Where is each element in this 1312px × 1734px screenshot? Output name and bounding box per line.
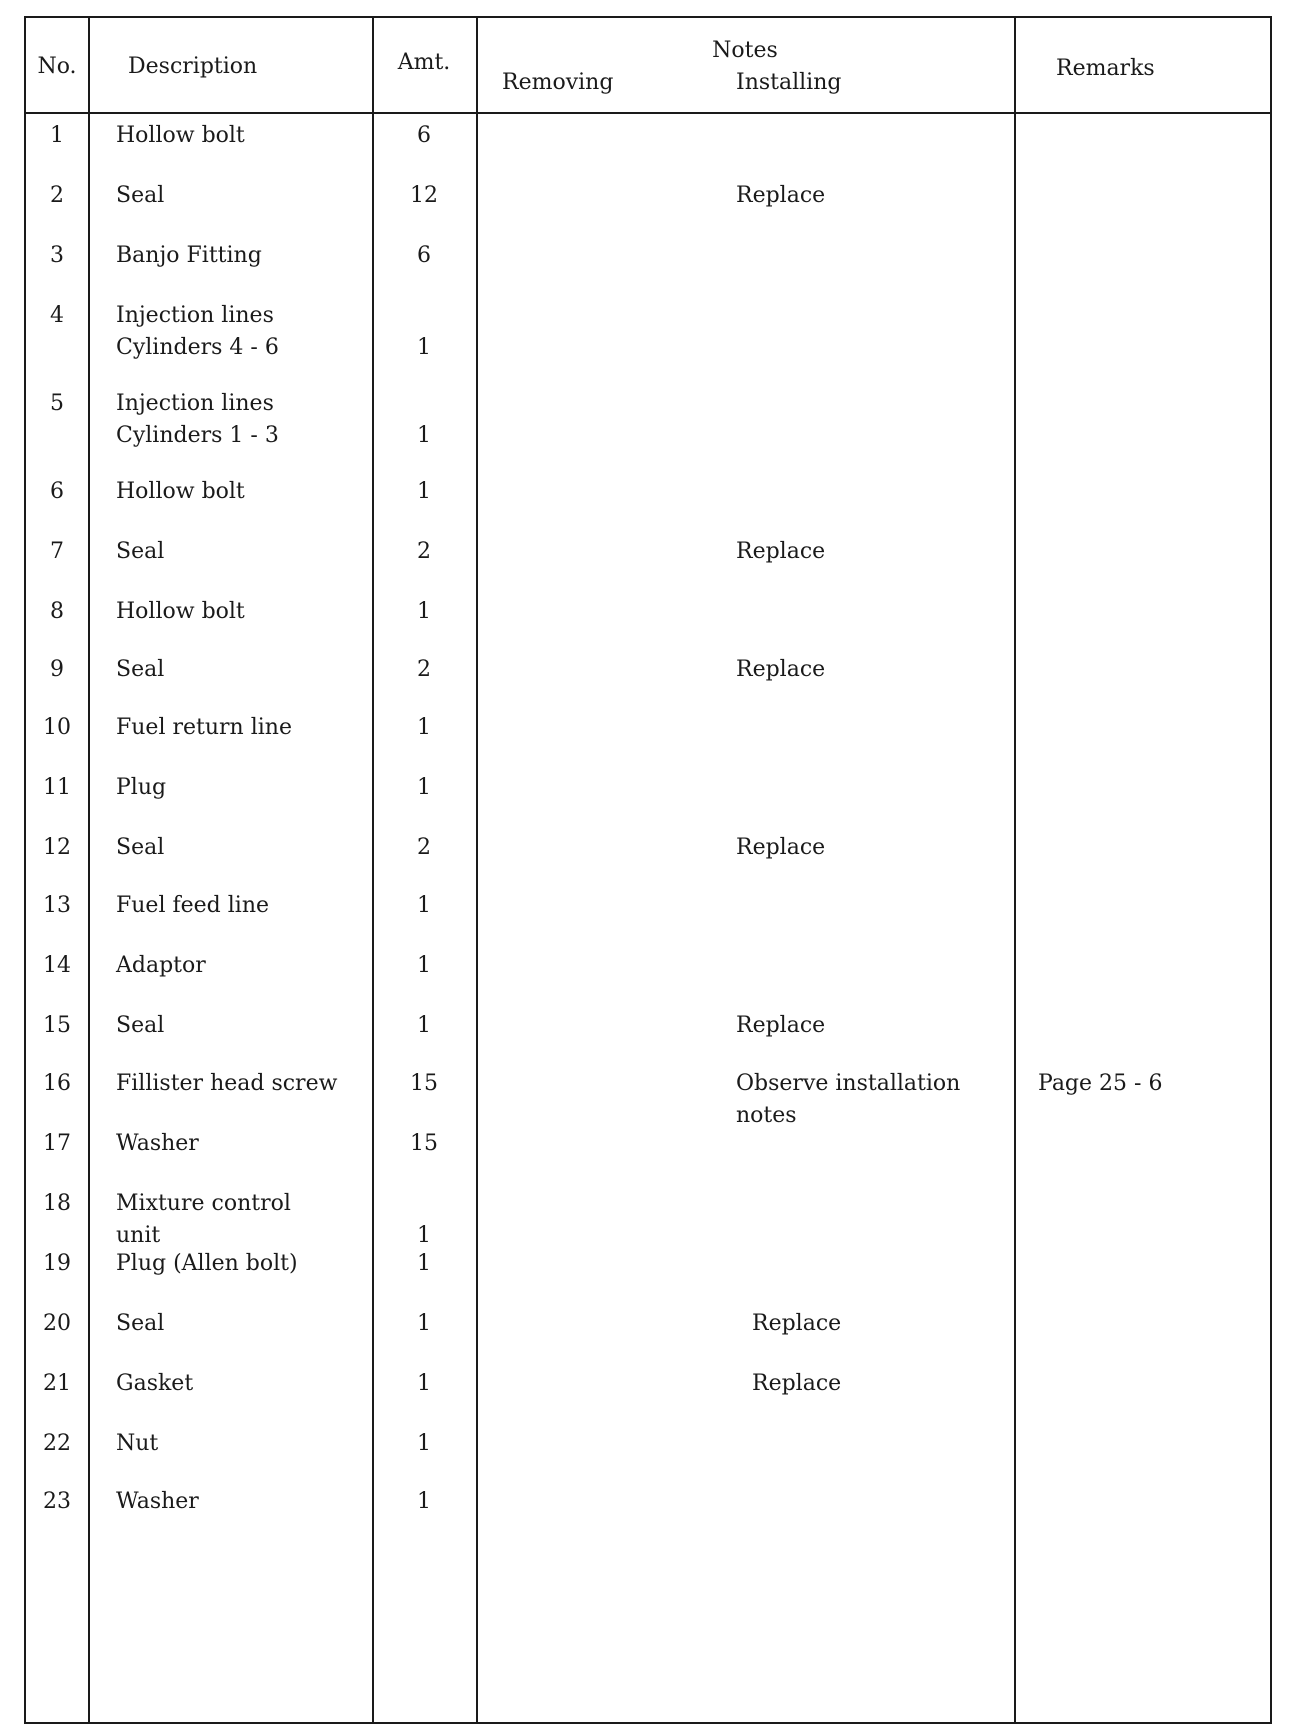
cell-installing-note bbox=[752, 1368, 841, 1400]
header-notes: Notes bbox=[712, 38, 778, 63]
cell-amount: 2 bbox=[417, 657, 431, 682]
cell-no: 19 bbox=[43, 1251, 71, 1276]
description-line: Plug (Allen bolt) bbox=[116, 1251, 298, 1276]
cell-description bbox=[116, 1188, 291, 1252]
cell-amount: 12 bbox=[410, 183, 438, 208]
cell-no: 1 bbox=[50, 123, 64, 148]
installing-note-line: Replace bbox=[736, 835, 826, 860]
installing-note-line: Replace bbox=[736, 1013, 826, 1038]
cell-amount: 1 bbox=[417, 1489, 431, 1514]
cell-no: 22 bbox=[43, 1431, 71, 1456]
cell-description bbox=[116, 1368, 193, 1400]
col-divider-notes bbox=[1014, 18, 1016, 1722]
cell-description bbox=[116, 300, 279, 364]
cell-amount: 2 bbox=[417, 835, 431, 860]
installing-note-line: Replace bbox=[752, 1311, 842, 1336]
description-line: Fillister head screw bbox=[116, 1071, 338, 1096]
description-line: Gasket bbox=[116, 1371, 194, 1396]
cell-installing-note bbox=[736, 654, 825, 686]
description-line: Plug bbox=[116, 775, 167, 800]
cell-no: 16 bbox=[43, 1071, 71, 1096]
cell-amount: 15 bbox=[410, 1131, 438, 1156]
installing-note-line: Replace bbox=[736, 657, 826, 682]
col-divider-amount bbox=[476, 18, 478, 1722]
installing-note-line: notes bbox=[736, 1103, 797, 1128]
cell-amount: 1 bbox=[417, 335, 431, 360]
cell-description bbox=[116, 890, 269, 922]
description-line: Seal bbox=[116, 657, 165, 682]
parts-table bbox=[24, 16, 1272, 1724]
cell-description bbox=[116, 1010, 164, 1042]
cell-amount: 1 bbox=[417, 479, 431, 504]
cell-no: 23 bbox=[43, 1489, 71, 1514]
col-divider-no bbox=[88, 18, 90, 1722]
cell-description bbox=[116, 654, 164, 686]
cell-description bbox=[116, 1428, 158, 1460]
cell-description bbox=[116, 240, 262, 272]
header-description: Description bbox=[128, 54, 258, 79]
cell-amount: 6 bbox=[417, 243, 431, 268]
header-removing: Removing bbox=[502, 70, 614, 95]
cell-no: 3 bbox=[50, 243, 64, 268]
header-no: No. bbox=[37, 54, 77, 79]
cell-no: 6 bbox=[50, 479, 64, 504]
cell-no: 11 bbox=[43, 775, 71, 800]
cell-no: 5 bbox=[50, 391, 64, 416]
description-line: Seal bbox=[116, 1013, 165, 1038]
header-amount: Amt. bbox=[397, 50, 451, 75]
cell-no: 15 bbox=[43, 1013, 71, 1038]
cell-description bbox=[116, 596, 245, 628]
cell-no: 8 bbox=[50, 599, 64, 624]
cell-no: 4 bbox=[50, 303, 64, 328]
description-line: Washer bbox=[116, 1489, 199, 1514]
cell-description bbox=[116, 772, 166, 804]
cell-no: 10 bbox=[43, 715, 71, 740]
description-line: Washer bbox=[116, 1131, 199, 1156]
cell-installing-note bbox=[736, 832, 825, 864]
cell-amount: 2 bbox=[417, 539, 431, 564]
cell-amount: 1 bbox=[417, 1223, 431, 1248]
cell-amount: 1 bbox=[417, 1431, 431, 1456]
description-line: Seal bbox=[116, 539, 165, 564]
description-line: Mixture control bbox=[116, 1191, 291, 1216]
cell-no: 7 bbox=[50, 539, 64, 564]
description-line: Seal bbox=[116, 1311, 165, 1336]
description-line: Banjo Fitting bbox=[116, 243, 262, 268]
header-divider bbox=[26, 112, 1270, 114]
cell-amount: 1 bbox=[417, 775, 431, 800]
cell-installing-note bbox=[736, 1068, 960, 1132]
cell-description bbox=[116, 180, 164, 212]
cell-description bbox=[116, 950, 206, 982]
cell-no: 18 bbox=[43, 1191, 71, 1216]
cell-amount: 1 bbox=[417, 423, 431, 448]
cell-description bbox=[116, 1486, 199, 1518]
cell-description bbox=[116, 1068, 337, 1100]
description-line: Seal bbox=[116, 835, 165, 860]
header-remarks: Remarks bbox=[1056, 56, 1155, 81]
cell-amount: 6 bbox=[417, 123, 431, 148]
cell-no: 12 bbox=[43, 835, 71, 860]
cell-amount: 15 bbox=[410, 1071, 438, 1096]
description-line: Hollow bolt bbox=[116, 479, 245, 504]
description-line: Injection lines bbox=[116, 303, 274, 328]
description-line: Seal bbox=[116, 183, 165, 208]
description-line: Cylinders 1 - 3 bbox=[116, 423, 279, 448]
cell-no: 14 bbox=[43, 953, 71, 978]
installing-note-line: Replace bbox=[752, 1371, 842, 1396]
cell-no: 2 bbox=[50, 183, 64, 208]
cell-no: 13 bbox=[43, 893, 71, 918]
description-line: Adaptor bbox=[116, 953, 206, 978]
cell-no: 9 bbox=[50, 657, 64, 682]
cell-amount: 1 bbox=[417, 1371, 431, 1396]
description-line: Injection lines bbox=[116, 391, 274, 416]
cell-description bbox=[116, 388, 279, 452]
cell-amount: 1 bbox=[417, 1013, 431, 1038]
cell-description bbox=[116, 1248, 298, 1280]
description-line: Nut bbox=[116, 1431, 159, 1456]
cell-installing-note bbox=[736, 1010, 825, 1042]
cell-remarks: Page 25 - 6 bbox=[1038, 1071, 1163, 1096]
cell-amount: 1 bbox=[417, 715, 431, 740]
description-line: Hollow bolt bbox=[116, 123, 245, 148]
cell-no: 21 bbox=[43, 1371, 71, 1396]
cell-description bbox=[116, 712, 292, 744]
col-divider-description bbox=[372, 18, 374, 1722]
installing-note-line: Replace bbox=[736, 539, 826, 564]
cell-description bbox=[116, 1308, 164, 1340]
cell-amount: 1 bbox=[417, 953, 431, 978]
cell-amount: 1 bbox=[417, 599, 431, 624]
cell-description bbox=[116, 1128, 199, 1160]
description-line: unit bbox=[116, 1223, 161, 1248]
installing-note-line: Replace bbox=[736, 183, 826, 208]
cell-installing-note bbox=[736, 180, 825, 212]
cell-amount: 1 bbox=[417, 893, 431, 918]
cell-description bbox=[116, 476, 245, 508]
description-line: Fuel feed line bbox=[116, 893, 270, 918]
cell-no: 17 bbox=[43, 1131, 71, 1156]
installing-note-line: Observe installation bbox=[736, 1071, 961, 1096]
cell-installing-note bbox=[752, 1308, 841, 1340]
cell-amount: 1 bbox=[417, 1311, 431, 1336]
cell-amount: 1 bbox=[417, 1251, 431, 1276]
cell-no: 20 bbox=[43, 1311, 71, 1336]
description-line: Cylinders 4 - 6 bbox=[116, 335, 279, 360]
description-line: Hollow bolt bbox=[116, 599, 245, 624]
header-installing: Installing bbox=[736, 70, 842, 95]
cell-description bbox=[116, 120, 245, 152]
description-line: Fuel return line bbox=[116, 715, 292, 740]
cell-installing-note bbox=[736, 536, 825, 568]
cell-description bbox=[116, 832, 164, 864]
cell-description bbox=[116, 536, 164, 568]
